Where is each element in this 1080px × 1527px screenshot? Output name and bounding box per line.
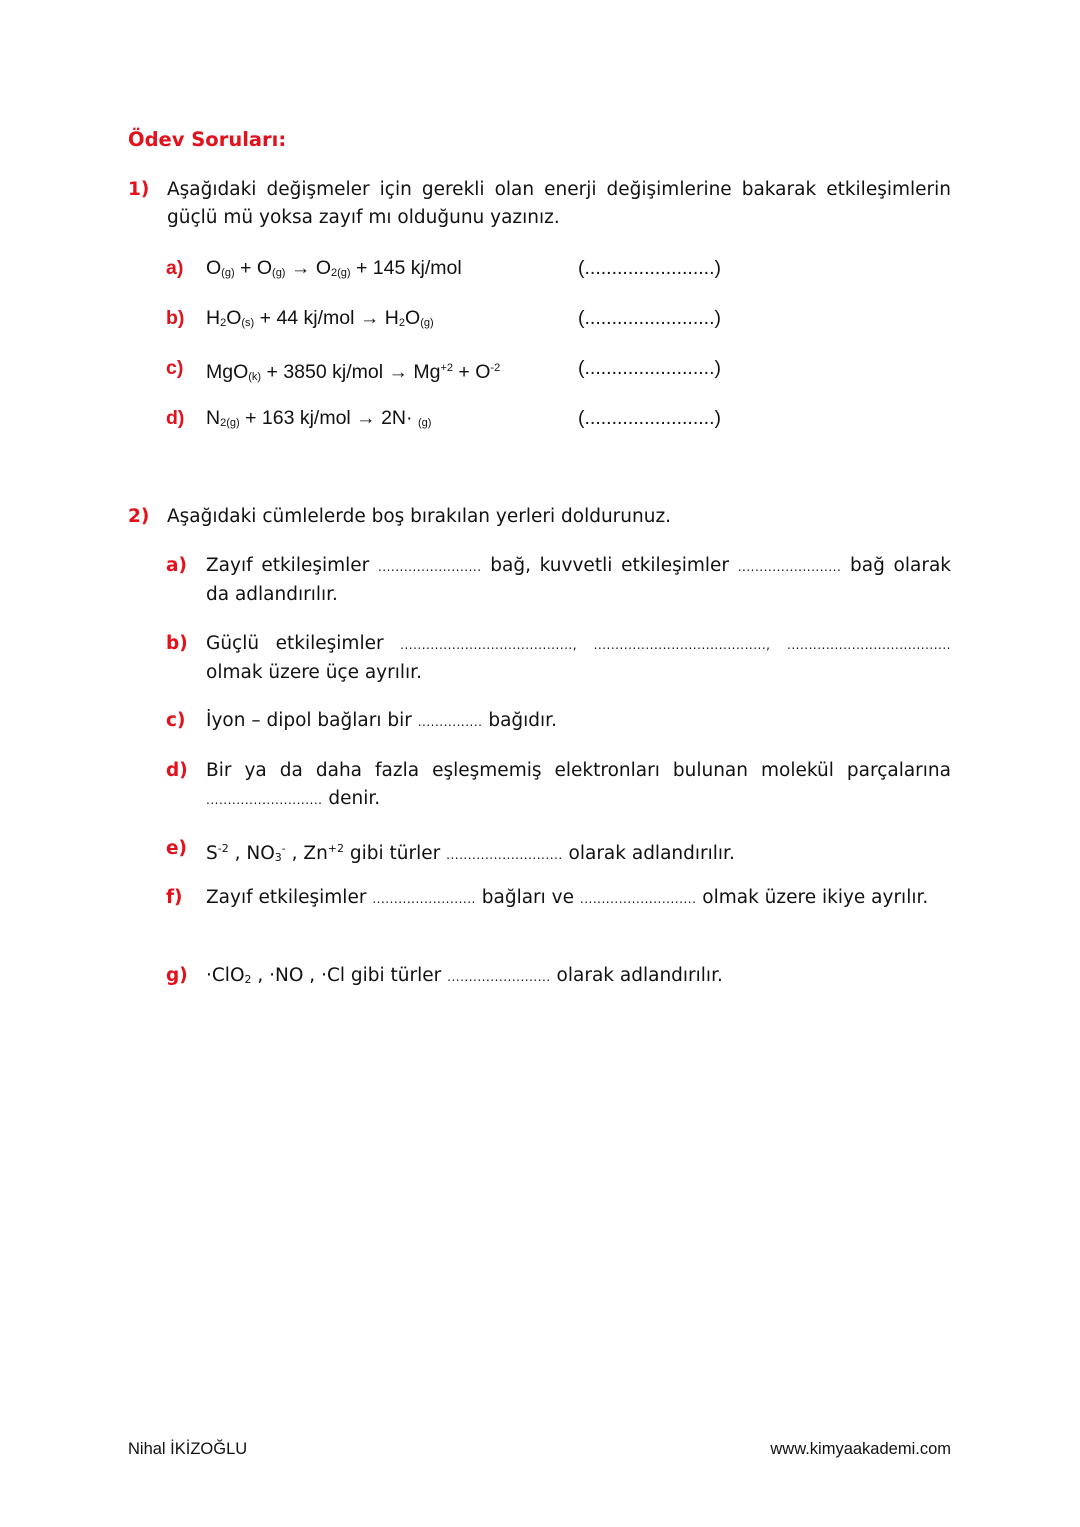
subscript: 2(g) (331, 267, 351, 279)
answer-blank[interactable]: (........................) (578, 357, 722, 379)
subscript: 2(g) (220, 417, 240, 429)
fill-in-item (166, 707, 951, 736)
answer-blank[interactable]: (........................) (578, 307, 722, 329)
equation-item (166, 404, 951, 437)
question-number: 2) (128, 506, 150, 527)
item-label: a) (166, 257, 184, 279)
text-segment: Bir ya da daha fazla eşleşmemiş elektronları bulunan molekül parçalarına (206, 760, 951, 781)
text-segment: Zayıf etkileşimler (206, 555, 378, 576)
item-text (206, 757, 951, 814)
text-segment: , ·NO , ·Cl gibi türler (251, 965, 448, 986)
text-segment: Zayıf etkileşimler (206, 887, 373, 908)
text-segment: olmak üzere üçe ayrılır. (206, 662, 422, 683)
item-label: b) (166, 307, 185, 329)
footer-author: Nihal İKİZOĞLU (128, 1440, 248, 1458)
superscript: -2 (490, 362, 501, 374)
blank-field: ........................ (377, 560, 482, 574)
text-segment: → O (285, 257, 331, 279)
text-segment: , Zn (285, 843, 328, 864)
blank-field: ........................... (579, 892, 697, 906)
item-label: f) (166, 887, 183, 908)
subscript: 3 (274, 851, 282, 864)
text-segment: bağları ve (475, 887, 580, 908)
text-segment: S (206, 843, 218, 864)
superscript: -2 (217, 842, 229, 855)
text-segment: O (226, 307, 242, 329)
text-segment: gibi türler (344, 843, 447, 864)
equation-item (166, 304, 951, 337)
question-text: Aşağıdaki değişmeler için gerekli olan enerji değişimlerine bakarak etkileşimlerin güçlü mü yoksa zayıf mı olduğunu yazınız. (167, 179, 951, 228)
fill-in-item (166, 757, 951, 814)
question-1 (128, 176, 951, 232)
text-segment (770, 633, 787, 654)
text-segment: + O (234, 257, 273, 279)
subscript: (g) (420, 317, 434, 329)
item-text (206, 962, 951, 994)
item-label: c) (166, 710, 186, 731)
item-text (206, 707, 951, 736)
item-text (206, 552, 951, 609)
blank-field: ........................................, (593, 638, 771, 652)
footer-website: www.kimyaakademi.com (770, 1440, 951, 1458)
subscript: (g) (221, 267, 235, 279)
item-label: d) (166, 760, 188, 781)
text-segment: bağ olarak da adlandırılır. (206, 555, 951, 605)
equation-item (166, 254, 951, 287)
superscript: - (281, 842, 286, 855)
subscript: 2 (398, 317, 406, 329)
text-segment: + 145 kj/mol (350, 257, 462, 279)
fill-in-item (166, 835, 951, 872)
text-segment: O (206, 257, 222, 279)
item-label: b) (166, 633, 188, 654)
answer-blank[interactable]: (........................) (578, 407, 722, 429)
subscript: (s) (241, 317, 255, 329)
item-label: c) (166, 357, 184, 379)
text-segment: ·ClO (206, 965, 245, 986)
subscript: (k) (248, 371, 262, 383)
text-segment: , NO (228, 843, 275, 864)
text-segment (577, 633, 594, 654)
fill-in-item (166, 630, 951, 687)
subscript: 2 (220, 317, 227, 329)
text-segment: olarak adlandırılır. (550, 965, 723, 986)
text-segment: İyon – dipol bağları bir (206, 710, 418, 731)
subscript: 2 (244, 973, 252, 986)
text-segment: + 3850 kj/mol → Mg (261, 361, 441, 383)
text-segment: olmak üzere ikiye ayrılır. (696, 887, 929, 908)
item-text (206, 884, 951, 913)
text-segment: bağıdır. (482, 710, 557, 731)
fill-in-item (166, 552, 951, 609)
blank-field: ........................ (372, 892, 476, 906)
text-segment: O (405, 307, 421, 329)
blank-field: ........................................, (400, 638, 578, 652)
equation-item (166, 354, 951, 391)
item-label: g) (166, 965, 188, 986)
blank-field: ............... (417, 715, 483, 729)
text-segment: bağ, kuvvetli etkileşimler (481, 555, 738, 576)
text-segment: + 44 kj/mol → H (254, 307, 399, 329)
superscript: +2 (327, 842, 345, 855)
question-number: 1) (128, 179, 150, 200)
item-label: e) (166, 838, 188, 859)
blank-field: ...................................... (787, 638, 951, 652)
blank-field: ........................ (447, 970, 551, 984)
text-segment: MgO (206, 361, 249, 383)
superscript: +2 (440, 362, 454, 374)
text-segment: Güçlü etkileşimler (206, 633, 401, 654)
question-text: Aşağıdaki cümlelerde boş bırakılan yerleri doldurunuz. (167, 506, 672, 527)
item-text (206, 835, 951, 872)
text-segment: + 163 kj/mol → 2N· (239, 407, 418, 429)
fill-in-item (166, 884, 951, 913)
item-label: a) (166, 555, 187, 576)
blank-field: ........................ (737, 560, 842, 574)
text-segment: denir. (322, 788, 381, 809)
blank-field: ........................... (446, 848, 563, 862)
subscript: (g) (417, 417, 432, 429)
text-segment: olarak adlandırılır. (562, 843, 735, 864)
blank-field: ........................... (206, 793, 323, 807)
item-text (206, 630, 951, 687)
subscript: (g) (272, 267, 286, 279)
fill-in-item (166, 962, 951, 994)
question-2 (128, 503, 951, 531)
item-label: d) (166, 407, 185, 429)
page-title: Ödev Soruları: (128, 128, 287, 151)
answer-blank[interactable]: (........................) (578, 257, 722, 279)
text-segment: + O (453, 361, 491, 383)
text-segment: H (206, 307, 221, 329)
text-segment: N (206, 407, 221, 429)
